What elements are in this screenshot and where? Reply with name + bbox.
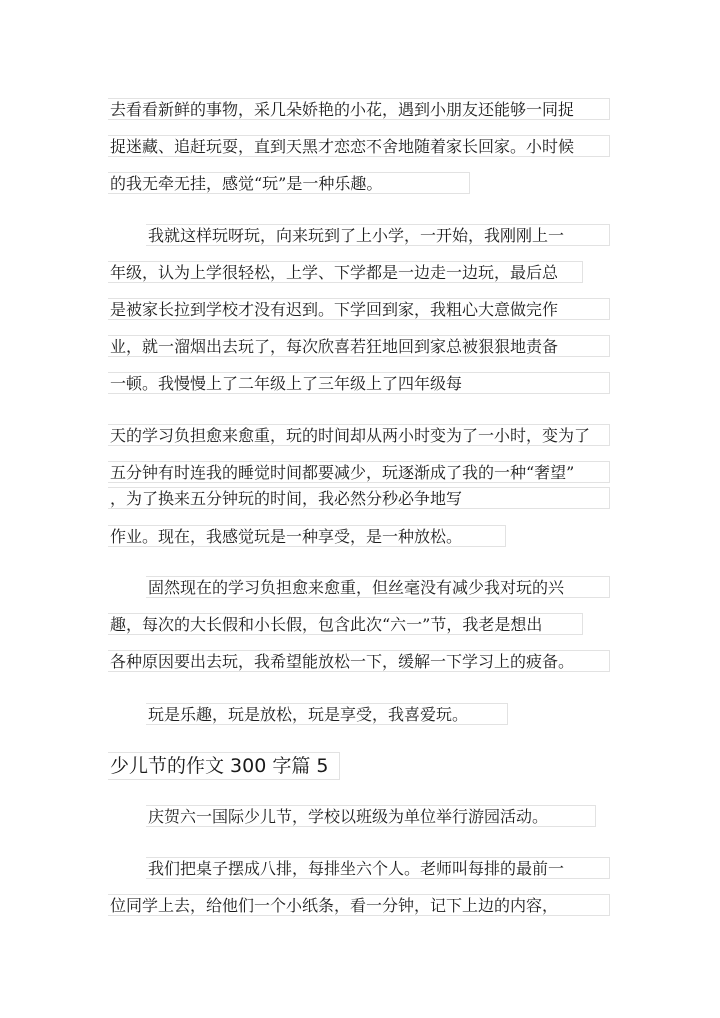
text-line: 位同学上去，给他们一个小纸条，看一分钟，记下上边的内容， [108, 894, 610, 916]
text-line: 我们把桌子摆成八排，每排坐六个人。老师叫每排的最前一 [146, 857, 610, 879]
text-line: 我就这样玩呀玩，向来玩到了上小学，一开始，我刚刚上一 [146, 224, 610, 246]
text-line: 去看看新鲜的事物，采几朵娇艳的小花，遇到小朋友还能够一同捉 [108, 98, 610, 120]
text-line: 庆贺六一国际少儿节，学校以班级为单位举行游园活动。 [146, 805, 596, 827]
text-line: 业，就一溜烟出去玩了，每次欣喜若狂地回到家总被狠狠地责备 [108, 335, 610, 357]
text-line: 年级，认为上学很轻松，上学、下学都是一边走一边玩，最后总 [108, 261, 583, 283]
text-line: 趣，每次的大长假和小长假，包含此次“六一”节，我老是想出 [108, 613, 583, 635]
text-line: 是被家长拉到学校才没有迟到。下学回到家，我粗心大意做完作 [108, 298, 610, 320]
text-line: 天的学习负担愈来愈重，玩的时间却从两小时变为了一小时，变为了 [108, 424, 610, 446]
text-line: 各种原因要出去玩，我希望能放松一下，缓解一下学习上的疲备。 [108, 650, 610, 672]
text-line: 固然现在的学习负担愈来愈重，但丝毫没有减少我对玩的兴 [146, 576, 610, 598]
text-line: 玩是乐趣，玩是放松，玩是享受，我喜爱玩。 [146, 703, 508, 725]
text-line: 作业。现在，我感觉玩是一种享受，是一种放松。 [108, 525, 506, 547]
text-line: 的我无牵无挂，感觉“玩”是一种乐趣。 [108, 172, 470, 194]
section-heading: 少儿节的作文 300 字篇 5 [108, 752, 340, 780]
text-line: 捉迷藏、追赶玩耍，直到天黑才恋恋不舍地随着家长回家。小时候 [108, 135, 610, 157]
text-line: 一顿。我慢慢上了二年级上了三年级上了四年级每 [108, 372, 610, 394]
text-line: 五分钟有时连我的睡觉时间都要减少，玩逐渐成了我的一种“奢望” [108, 461, 610, 483]
text-line: ，为了换来五分钟玩的时间，我必然分秒必争地写 [108, 487, 610, 509]
